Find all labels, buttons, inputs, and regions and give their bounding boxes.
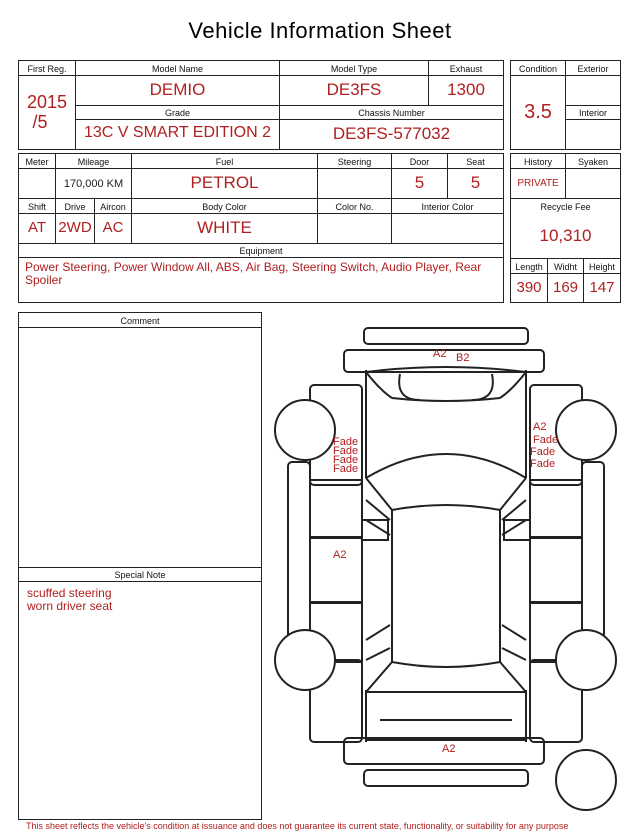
comment-label: Comment: [120, 316, 160, 326]
damage-right-side-1: Fade: [533, 434, 559, 446]
width-cell: [547, 258, 584, 303]
recycle-fee-label: Recycle Fee: [540, 202, 591, 212]
special-note-label: Special Note: [114, 570, 166, 580]
damage-left-side-2: Fade: [333, 445, 359, 457]
first-reg-label: First Reg.: [27, 64, 67, 74]
length-label: Length: [515, 262, 543, 272]
equipment-cell: [18, 243, 504, 303]
body-color-cell: [131, 198, 318, 244]
dims-divider: [510, 273, 621, 274]
model-name-divider: [75, 75, 280, 76]
damage-front-bumper: A2: [433, 348, 447, 360]
history-label: History: [523, 157, 552, 167]
model-name-label: Model Name: [151, 64, 204, 74]
equipment-label: Equipment: [239, 246, 283, 256]
equipment-value: Power Steering, Power Window All, ABS, Air Bag, Steering Switch, Audio Player, Rear Spoiler: [25, 260, 482, 287]
special-note-line-2: worn driver seat: [27, 599, 113, 613]
seat-value: 5: [470, 173, 481, 192]
condition-cell: [510, 60, 566, 150]
model-type-label: Model Type: [330, 64, 378, 74]
exterior-cell: [565, 60, 621, 106]
model-name-cell: [75, 60, 280, 106]
condition-label: Condition: [518, 64, 558, 74]
car-damage-diagram: [268, 320, 628, 820]
comment-box: [18, 312, 262, 568]
chassis-label: Chassis Number: [358, 108, 425, 118]
height-label: Height: [588, 262, 615, 272]
color-no-label: Color No.: [335, 202, 374, 212]
sheet-title: Vehicle Information Sheet: [188, 18, 452, 43]
history-value: PRIVATE: [517, 178, 559, 189]
width-value: 169: [552, 279, 579, 296]
shift-value: AT: [27, 219, 47, 236]
first-reg-divider: [18, 75, 76, 76]
steering-label: Steering: [337, 157, 372, 167]
grade-value: 13C V SMART EDITION 2: [83, 124, 271, 141]
exterior-divider: [565, 75, 621, 76]
recycle-fee-cell: [510, 198, 621, 259]
recycle-fee-value: 10,310: [539, 226, 592, 245]
special-note-box: [18, 567, 262, 820]
damage-rear-bumper: A2: [442, 743, 456, 755]
disclaimer-footer: This sheet reflects the vehicle's condition at issuance and does not guarantee its current state, functionality, or suitability for any purpose: [26, 821, 569, 831]
height-value: 147: [589, 279, 615, 296]
drive-value: 2WD: [58, 219, 92, 236]
door-cell: [391, 153, 448, 199]
mileage-label: Mileage: [77, 157, 110, 167]
seat-cell: [447, 153, 504, 199]
damage-right-side-3: Fade: [530, 458, 556, 470]
seat-label: Seat: [466, 157, 485, 167]
special-note-divider: [18, 581, 262, 582]
door-label: Door: [409, 157, 430, 167]
damage-left-door: A2: [333, 549, 347, 561]
interior-divider: [565, 119, 621, 120]
comment-divider: [18, 327, 262, 328]
damage-left-side-1: Fade: [333, 436, 359, 448]
exhaust-divider: [428, 75, 504, 76]
body-color-value: WHITE: [197, 218, 252, 237]
chassis-value: DE3FS-577032: [332, 124, 451, 143]
first-reg-year: 2015: [26, 92, 68, 112]
row3-label-divider: [18, 213, 504, 214]
fuel-label: Fuel: [215, 157, 234, 167]
interior-cell: [565, 105, 621, 150]
mileage-value: 170,000 KM: [63, 178, 124, 190]
exhaust-cell: [428, 60, 504, 106]
equipment-divider: [18, 257, 504, 258]
drive-cell: [55, 198, 95, 244]
exhaust-label: Exhaust: [449, 64, 483, 74]
meter-label: Meter: [25, 157, 49, 167]
color-no-cell: [317, 198, 392, 244]
grade-divider: [75, 119, 280, 120]
meter-cell: [18, 153, 56, 199]
drive-label: Drive: [64, 202, 86, 212]
grade-cell: [75, 105, 280, 150]
aircon-value: AC: [102, 219, 124, 236]
interior-color-cell: [391, 198, 504, 244]
interior-color-label: Interior Color: [421, 202, 474, 212]
history-cell: [510, 153, 566, 199]
syaken-label: Syaken: [577, 157, 609, 167]
row2-label-divider: [18, 168, 504, 169]
interior-label: Interior: [578, 108, 607, 118]
model-name-value: DEMIO: [149, 80, 206, 99]
aircon-cell: [94, 198, 132, 244]
aircon-label: Aircon: [100, 202, 126, 212]
width-label: Widht: [553, 262, 577, 272]
exhaust-value: 1300: [447, 80, 485, 99]
damage-front-bumper-2: B2: [456, 352, 470, 364]
model-type-divider: [279, 75, 429, 76]
damage-right-front-fender: A2: [533, 421, 547, 433]
model-type-cell: [279, 60, 429, 106]
fuel-value: PETROL: [190, 173, 259, 192]
shift-cell: [18, 198, 56, 244]
condition-divider: [510, 75, 566, 76]
syaken-cell: [565, 153, 621, 199]
length-cell: [510, 258, 548, 303]
height-cell: [583, 258, 621, 303]
row2-right-divider: [510, 168, 621, 169]
special-note-line-1: scuffed steering: [27, 586, 112, 600]
first-reg-month: /5: [32, 112, 48, 132]
fuel-cell: [131, 153, 318, 199]
body-color-label: Body Color: [202, 202, 247, 212]
model-type-value: DE3FS: [326, 80, 382, 99]
exterior-label: Exterior: [577, 64, 609, 74]
length-value: 390: [516, 279, 542, 296]
damage-left-side-4: Fade: [333, 463, 359, 475]
mileage-cell: [55, 153, 132, 199]
condition-value: 3.5: [524, 101, 552, 123]
damage-right-side-2: Fade: [530, 446, 556, 458]
chassis-divider: [279, 119, 504, 120]
first-reg-cell: [18, 60, 76, 150]
shift-label: Shift: [27, 202, 46, 212]
steering-cell: [317, 153, 392, 199]
grade-label: Grade: [164, 108, 190, 118]
damage-left-side-3: Fade: [333, 454, 359, 466]
chassis-cell: [279, 105, 504, 150]
door-value: 5: [414, 173, 425, 192]
